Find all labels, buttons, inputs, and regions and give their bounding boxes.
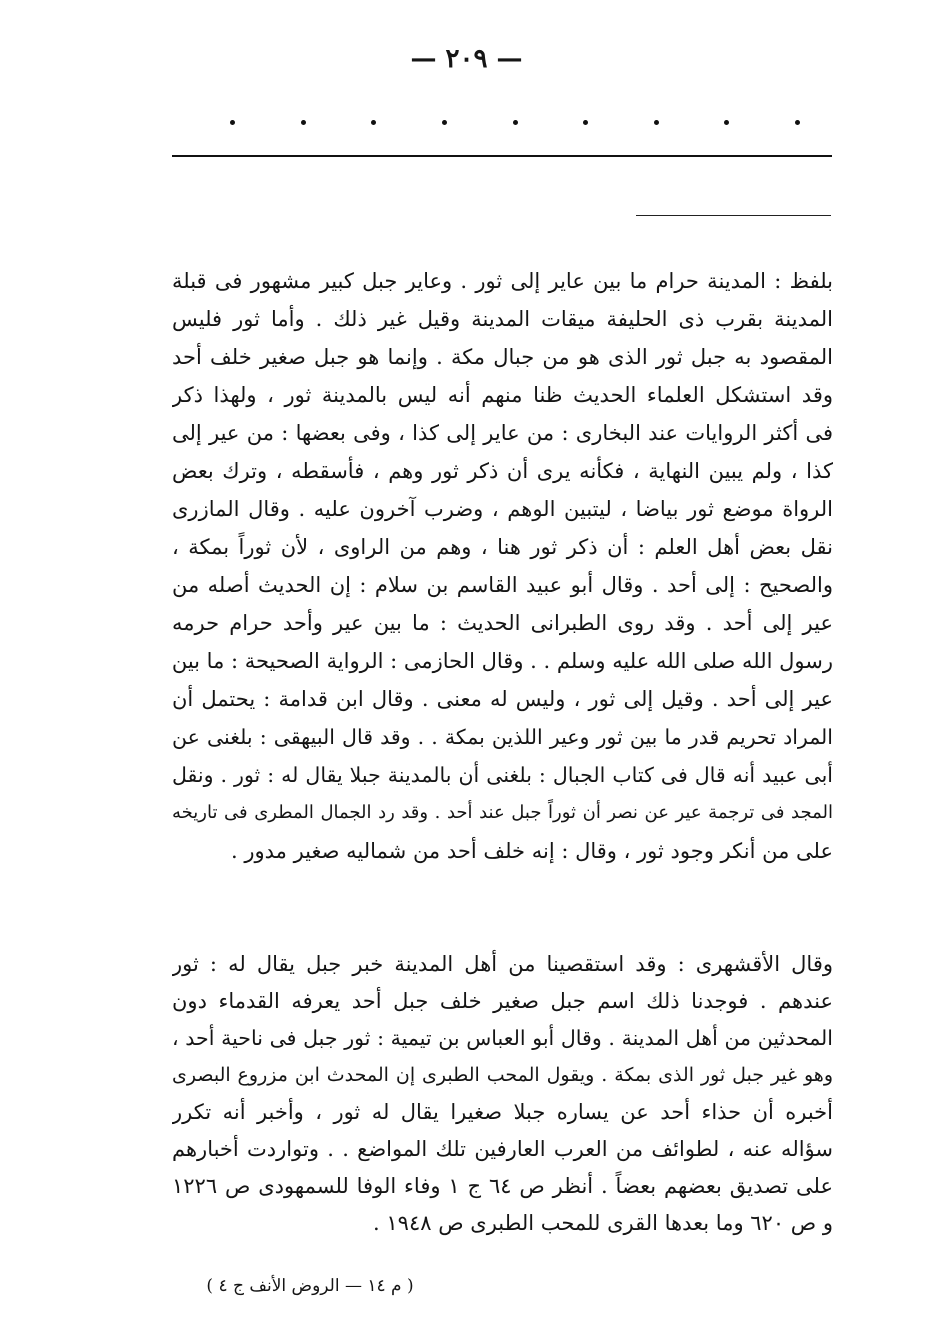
- ornament-dot: [583, 120, 588, 125]
- text-line: المراد تحريم قدر ما بين ثور وعير اللذين بمكة . . وقد قال البيهقى : بلغنى عن: [172, 725, 833, 749]
- text-line: وقد استشكل العلماء الحديث ظنا منهم أنه ليس بالمدينة ثور ، ولهذا ذكر: [172, 383, 833, 407]
- text-line: المقصود به جبل ثور الذى هو من جبال مكة . وإنما هو جبل صغير خلف أحد: [172, 345, 833, 369]
- text-line: فى أكثر الروايات عند البخارى : من عاير إلى كذا ، وفى بعضها : من عير إلى: [172, 421, 833, 445]
- ornament-dot: [795, 120, 800, 125]
- text-line: و ص ٦٢٠ وما بعدها القرى للمحب الطبرى ص ١٩٤٨ .: [373, 1211, 833, 1235]
- text-line: أخبره أن حذاء أحد عن يساره جبلا صغيرا يقال له ثور ، وأخبر أنه تكرر: [172, 1100, 833, 1124]
- ornament-dot: [513, 120, 518, 125]
- text-line: المجد فى ترجمة عير عن نصر أن ثوراً جبل عند أحد . وقد رد الجمال المطرى فى تاريخه: [172, 802, 833, 823]
- ornament-dot: [301, 120, 306, 125]
- text-line: بلفظ : المدينة حرام ما بين عاير إلى ثور . وعاير جبل كبير مشهور فى قبلة: [172, 269, 833, 293]
- text-line: عير إلى أحد . وقيل إلى ثور ، وليس له معنى . وقال ابن قدامة : يحتمل أن: [172, 687, 833, 711]
- text-line: سؤاله عنه ، لطوائف من العرب العارفين تلك المواضع . . وتواردت أخبارهم: [172, 1137, 833, 1161]
- text-line: وقال الأقشهرى : وقد استقصينا من أهل المدينة خبر جبل يقال له : ثور: [172, 952, 833, 976]
- signature-mark: ( م ١٤ — الروض الأنف ج ٤ ): [206, 1276, 414, 1296]
- text-line: أبى عبيد أنه قال فى كتاب الجبال : بلغنى أن بالمدينة جبلا يقال له : ثور . ونقل: [172, 763, 833, 787]
- text-line: على من أنكر وجود ثور ، وقال : إنه خلف أحد من شماليه صغير مدور .: [231, 839, 833, 863]
- text-line: على تصديق بعضهم بعضاً . أنظر ص ٦٤ ج ١ وفاء الوفا للسمهودى ص ١٢٢٦: [172, 1174, 833, 1198]
- text-line: المدينة بقرب ذى الحليفة ميقات المدينة وقيل غير ذلك . وأما ثور فليس: [172, 307, 833, 331]
- ornament-dot: [654, 120, 659, 125]
- dotted-ornament: [230, 120, 800, 125]
- ornament-dot: [230, 120, 235, 125]
- ornament-dot: [371, 120, 376, 125]
- ornament-dot: [724, 120, 729, 125]
- footnote-paragraph-2: [172, 946, 833, 1242]
- footnote-separator-rule: [636, 215, 831, 216]
- text-line: رسول الله صلى الله عليه وسلم . . وقال الحازمى : الرواية الصحيحة : ما بين: [172, 649, 833, 673]
- header-rule: [172, 155, 832, 157]
- text-line: الرواة موضع ثور بياضا ، ليتبين الوهم ، وضرب آخرون عليه . وقال المازرى: [172, 497, 833, 521]
- text-line: وهو غير جبل ثور الذى بمكة . ويقول المحب الطبرى إن المحدث ابن مزروع البصرى: [172, 1064, 833, 1086]
- page-number: — ٢٠٩ —: [410, 44, 523, 74]
- text-line: نقل بعض أهل العلم : أن ذكر ثور هنا ، وهم من الراوى ، لأن ثوراً بمكة ،: [172, 535, 833, 559]
- ornament-dot: [442, 120, 447, 125]
- text-line: عندهم . فوجدنا ذلك اسم جبل صغير خلف جبل أحد يعرفه القدماء دون: [172, 989, 833, 1013]
- text-line: المحدثين من أهل المدينة . وقال أبو العباس بن تيمية : ثور جبل فى ناحية أحد ،: [172, 1026, 833, 1050]
- text-line: كذا ، ولم يبين النهاية ، فكأنه يرى أن ذكر ثور وهم ، فأسقطه ، وترك بعض: [172, 459, 833, 483]
- text-line: عير إلى أحد . وقد روى الطبرانى الحديث : ما بين عير وأحد حرام حرمه: [172, 611, 833, 635]
- text-line: والصحيح : إلى أحد . وقال أبو عبيد القاسم بن سلام : إن الحديث أصله من: [172, 573, 833, 597]
- footnote-paragraph-1: [172, 262, 833, 870]
